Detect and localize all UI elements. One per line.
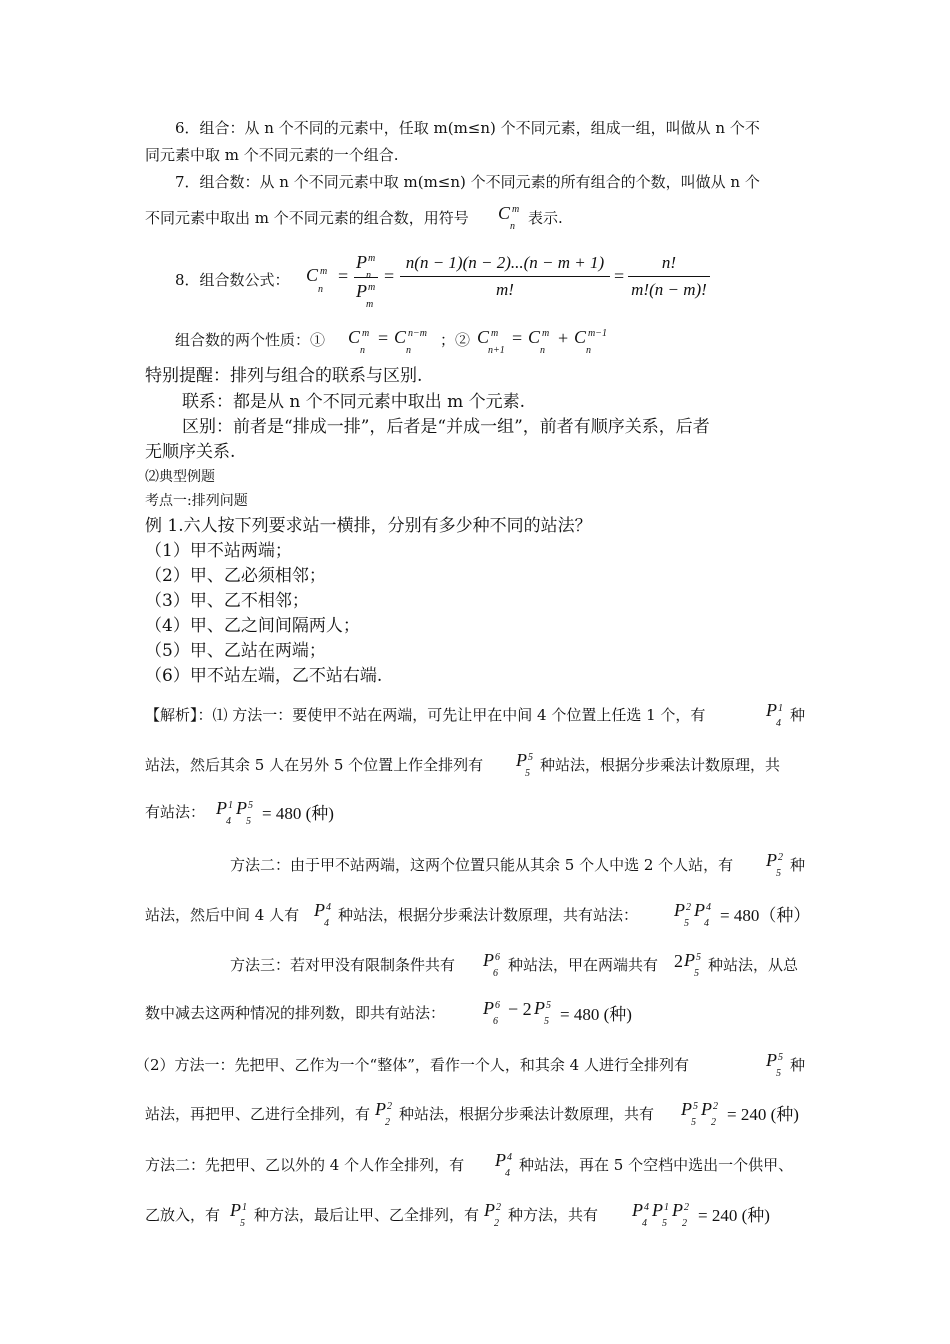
para-6-line2: 同元素中取 m 个不同元素的一个组合. bbox=[145, 146, 399, 164]
solution-2-line4-mid: 种方法，最后让甲、乙全排列，有 bbox=[254, 1206, 480, 1224]
method-3-line1-end: 种站法，从总 bbox=[708, 956, 799, 974]
formula-denominator-2: m!(n − m)! bbox=[631, 280, 707, 299]
reminder-link: 联系：都是从 n 个不同元素中取出 m 个元素. bbox=[182, 392, 526, 412]
method-2-line1: 方法二：由于甲不站两端，这两个位置只能从其余 5 个人中选 2 个人站，有 bbox=[230, 856, 734, 874]
solution-1-line1-end: 种 bbox=[790, 706, 806, 724]
list-item: （1）甲不站两端； bbox=[145, 541, 292, 561]
solution-2-line2-mid: 种站法，根据分步乘法计数原理，共有 bbox=[399, 1105, 655, 1123]
list-item: （6）甲不站左端，乙不站右端. bbox=[145, 666, 383, 686]
properties-label: 组合数的两个性质：① bbox=[175, 331, 326, 349]
solution-2-line3: 方法二：先把甲、乙以外的 4 个人作全排列，有 bbox=[145, 1156, 465, 1174]
formula-numerator: n(n − 1)(n − 2)...(n − m + 1) bbox=[405, 253, 605, 272]
solution-1-line1: 【解析】：⑴ 方法一：要使甲不站在两端，可先让甲在中间 4 个位置上任选 1 个，有 bbox=[145, 706, 706, 724]
para-7-line2: 不同元素中取出 m 个不同元素的组合数，用符号 bbox=[145, 209, 469, 227]
reminder-diff-line1: 区别：前者是“排成一排”，后者是“并成一组”，前者有顺序关系，后者 bbox=[182, 417, 710, 437]
method-3-line1-mid: 种站法，甲在两端共有 bbox=[508, 956, 659, 974]
solution-2-line3-end: 种站法，再在 5 个空档中选出一个供甲、 bbox=[519, 1156, 794, 1174]
para-7-line1: 7．组合数：从 n 个不同元素中取 m(m≤n) 个不同元素的所有组合的个数，叫做从 n 个 bbox=[175, 173, 760, 191]
para-8-label: 8．组合数公式： bbox=[175, 271, 290, 289]
solution-1-line3: 有站法： bbox=[145, 803, 206, 821]
properties-separator: ；② bbox=[440, 331, 471, 349]
solution-2-method2-value: = 240 (种) bbox=[698, 1206, 770, 1225]
method-3-value: = 480 (种) bbox=[560, 1005, 632, 1024]
solution-2-line4-mid2: 种方法，共有 bbox=[508, 1206, 599, 1224]
examples-header: ⑵典型例题 bbox=[145, 469, 215, 485]
solution-2-line1-end: 种 bbox=[790, 1056, 806, 1074]
method-3-line2: 数中减去这两种情况的排列数，即共有站法： bbox=[145, 1004, 446, 1022]
solution-2-line2: 站法，再把甲、乙进行全排列，有 bbox=[145, 1105, 371, 1123]
solution-2-line4: 乙放入，有 bbox=[145, 1206, 221, 1224]
para-6-line1: 6．组合：从 n 个不同的元素中，任取 m(m≤n) 个不同元素，组成一组，叫做从 n 个不 bbox=[175, 119, 760, 137]
method-2-line2: 站法，然后中间 4 人有 bbox=[145, 906, 300, 924]
reminder-title: 特别提醒：排列与组合的联系与区别. bbox=[145, 366, 423, 386]
method-2-value: = 480（种） bbox=[720, 906, 811, 925]
method-3-line1: 方法三：若对甲没有限制条件共有 bbox=[230, 956, 456, 974]
reminder-diff-line2: 无顺序关系. bbox=[145, 442, 236, 462]
example-1: 例 1.六人按下列要求站一横排，分别有多少种不同的站法？ bbox=[145, 516, 592, 536]
solution-1-value: = 480 (种) bbox=[262, 804, 334, 823]
list-item: （2）甲、乙必须相邻； bbox=[145, 566, 326, 586]
list-item: （5）甲、乙站在两端； bbox=[145, 641, 326, 661]
method-2-line1-end: 种 bbox=[790, 856, 806, 874]
method-2-line2-mid: 种站法，根据分步乘法计数原理，共有站法： bbox=[338, 906, 639, 924]
formula-numerator-2: n! bbox=[661, 253, 677, 272]
list-item: （3）甲、乙不相邻； bbox=[145, 591, 309, 611]
formula-denominator: m! bbox=[496, 280, 514, 299]
solution-2-line1: （2）方法一：先把甲、乙作为一个“整体”，看作一个人，和其余 4 人进行全排列有 bbox=[135, 1056, 689, 1074]
para-7-line2-end: 表示. bbox=[528, 209, 563, 227]
topic-1: 考点一:排列问题 bbox=[145, 493, 248, 509]
list-item: （4）甲、乙之间间隔两人； bbox=[145, 616, 360, 636]
solution-1-line2-end: 种站法，根据分步乘法计数原理，共 bbox=[540, 756, 781, 774]
solution-2-value: = 240 (种) bbox=[727, 1105, 799, 1124]
solution-1-line2: 站法，然后其余 5 人在另外 5 个位置上作全排列有 bbox=[145, 756, 484, 774]
